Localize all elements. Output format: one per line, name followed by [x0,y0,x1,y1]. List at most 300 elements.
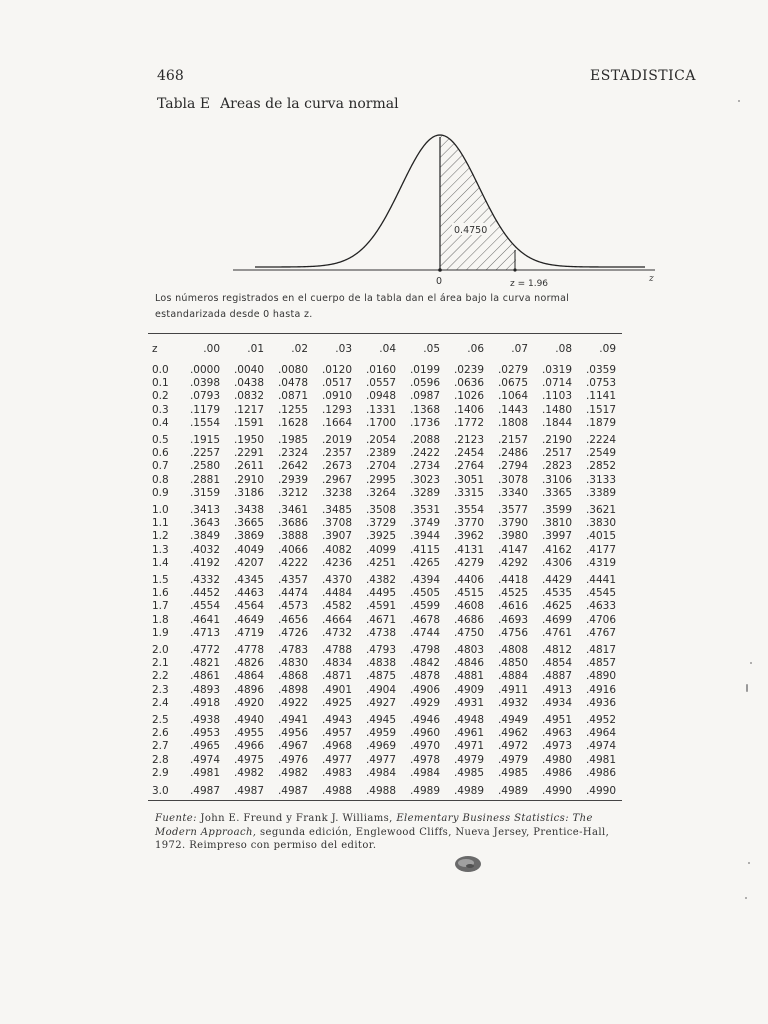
area-value-cell: .1026 [453,390,484,403]
area-value-cell: .1736 [409,416,440,429]
column-header: .00 [203,343,220,355]
area-value-cell: .0478 [277,377,308,390]
area-value-cell: .4941 [277,714,308,727]
z-marker-label: z = 1.96 [510,279,549,289]
z-value-cell: 1.9 [152,626,169,639]
area-value-cell: .4608 [453,600,484,613]
area-value-cell: .3888 [277,530,308,543]
area-value-cell: .4987 [189,785,220,798]
running-head: ESTADISTICA [589,68,696,84]
area-value-cell: .2517 [541,447,572,460]
table-row [148,557,622,570]
area-value-cell: .4989 [409,785,440,798]
area-value-cell: .2454 [453,447,484,460]
area-value-cell: .4222 [277,556,308,569]
z-value-cell: 1.6 [152,587,169,600]
area-value-cell: .4452 [189,587,220,600]
column-header: z [152,343,158,355]
area-value-cell: .4664 [321,613,352,626]
area-value-cell: .4115 [409,543,440,556]
area-value-cell: .1255 [277,403,308,416]
area-value-cell: .4986 [585,766,616,779]
z-value-cell: 0.8 [152,473,169,486]
area-value-cell: .2422 [409,447,440,460]
area-value-cell: .4981 [585,753,616,766]
area-value-cell: .4966 [233,740,264,753]
area-value-cell: .4599 [409,600,440,613]
scan-speck [738,100,740,102]
area-value-cell: .3531 [409,504,440,517]
area-value-cell: .4961 [453,727,484,740]
area-value-cell: .4922 [277,696,308,709]
table-row [148,627,622,640]
area-value-cell: .4896 [233,683,264,696]
area-value-cell: .3159 [189,486,220,499]
area-value-cell: .2611 [233,460,264,473]
column-header: .04 [379,343,396,355]
z-value-cell: 2.7 [152,740,169,753]
area-value-cell: .4207 [233,556,264,569]
area-value-cell: .4686 [453,613,484,626]
area-value-cell: .0319 [541,364,572,376]
area-value-cell: .4693 [497,613,528,626]
area-value-cell: .4857 [585,657,616,670]
area-value-cell: .0279 [497,364,528,376]
table-row [148,684,622,697]
area-value-cell: .4678 [409,613,440,626]
z-value-cell: 1.0 [152,504,169,517]
z-value-cell: 0.0 [152,364,169,376]
area-value-cell: .4463 [233,587,264,600]
column-header: .03 [335,343,352,355]
area-value-cell: .2389 [365,447,396,460]
table-row [148,390,622,403]
area-value-cell: .3830 [585,517,616,530]
area-value-cell: .4772 [189,644,220,657]
area-value-cell: .3790 [497,517,528,530]
page-number: 468 [157,68,184,84]
area-value-cell: .4932 [497,696,528,709]
area-value-cell: .4441 [585,574,616,587]
area-value-cell: .4975 [233,753,264,766]
area-value-cell: .2580 [189,460,220,473]
area-value-cell: .4990 [585,785,616,798]
table-row [148,780,622,800]
area-value-cell: .3621 [585,504,616,517]
area-value-cell: .4554 [189,600,220,613]
origin-tick [438,268,442,272]
area-value-cell: .3078 [497,473,528,486]
z-value-cell: 0.1 [152,377,169,390]
area-value-cell: .3106 [541,473,572,486]
area-value-cell: .2764 [453,460,484,473]
area-value-cell: .1064 [497,390,528,403]
area-value-cell: .4382 [365,574,396,587]
area-value-cell: .3980 [497,530,528,543]
area-value-cell: .4974 [189,753,220,766]
z-value-cell: 1.1 [152,517,169,530]
area-value-cell: .3212 [277,486,308,499]
area-value-cell: .4979 [497,753,528,766]
area-value-cell: .3643 [189,517,220,530]
area-value-cell: .4977 [365,753,396,766]
area-value-cell: .4484 [321,587,352,600]
area-value-cell: .4946 [409,714,440,727]
scan-speck [746,684,748,692]
area-value-cell: .0596 [409,377,440,390]
table-row [148,487,622,500]
area-value-cell: .3508 [365,504,396,517]
area-value-cell: .3461 [277,504,308,517]
ink-stamp-mark [452,853,484,875]
area-value-cell: .4948 [453,714,484,727]
table-row [148,570,622,587]
area-value-cell: .0948 [365,390,396,403]
area-value-cell: .4495 [365,587,396,600]
table-row [148,600,622,613]
area-value-cell: .2852 [585,460,616,473]
area-value-cell: .4959 [365,727,396,740]
area-value-cell: .4515 [453,587,484,600]
table-row [148,430,622,447]
area-value-cell: .1103 [541,390,572,403]
area-value-cell: .2881 [189,473,220,486]
area-value-cell: .4936 [585,696,616,709]
area-value-cell: .2549 [585,447,616,460]
table-row [148,614,622,627]
area-value-cell: .4940 [233,714,264,727]
area-value-cell: .2734 [409,460,440,473]
table-row [148,500,622,517]
table-row [148,474,622,487]
z-tick [513,268,516,271]
area-value-cell: .4842 [409,657,440,670]
area-value-cell: .0753 [585,377,616,390]
z-value-cell: 2.5 [152,714,169,727]
area-value-cell: .4934 [541,696,572,709]
area-value-cell: .0517 [321,377,352,390]
area-value-cell: .3665 [233,517,264,530]
area-value-cell: .4756 [497,626,528,639]
table-row [148,417,622,430]
area-value-cell: .4984 [365,766,396,779]
area-value-cell: .4953 [189,727,220,740]
area-value-cell: .4641 [189,613,220,626]
table-title-text: Areas de la curva normal [220,96,399,112]
z-value-cell: 2.0 [152,644,169,657]
z-value-cell: 0.4 [152,416,169,429]
area-value-cell: .4099 [365,543,396,556]
shaded-area-region [440,135,516,270]
area-value-cell: .3749 [409,517,440,530]
area-value-cell: .2224 [585,434,616,447]
area-value-cell: .4744 [409,626,440,639]
area-value-cell: .4505 [409,587,440,600]
area-value-cell: .4955 [233,727,264,740]
z-value-cell: 2.1 [152,657,169,670]
area-value-cell: .3907 [321,530,352,543]
area-value-cell: .3413 [189,504,220,517]
area-value-cell: .2190 [541,434,572,447]
area-value-cell: .2054 [365,434,396,447]
z-value-cell: 1.7 [152,600,169,613]
area-value-cell: .4971 [453,740,484,753]
area-value-cell: .4887 [541,670,572,683]
area-value-cell: .4306 [541,556,572,569]
area-value-cell: .0080 [277,364,308,376]
area-value-cell: .4778 [233,644,264,657]
area-value-cell: .4962 [497,727,528,740]
area-value-cell: .4573 [277,600,308,613]
table-header-row [148,334,622,364]
area-value-cell: .4985 [453,766,484,779]
area-value-cell: .4898 [277,683,308,696]
area-value-cell: .4147 [497,543,528,556]
table-caption: Los números registrados en el cuerpo de la tabla dan el área bajo la curva normal estandarizada desde 0 hasta z. [155,293,570,320]
column-header: .07 [511,343,528,355]
area-value-cell: .4864 [233,670,264,683]
area-value-cell: .4929 [409,696,440,709]
area-value-cell: .4236 [321,556,352,569]
area-value-cell: .4357 [277,574,308,587]
area-value-cell: .4706 [585,613,616,626]
area-value-cell: .1368 [409,403,440,416]
area-value-cell: .1844 [541,416,572,429]
area-value-cell: .1664 [321,416,352,429]
area-value-cell: .4960 [409,727,440,740]
area-value-cell: .3133 [585,473,616,486]
area-value-cell: .1331 [365,403,396,416]
area-value-cell: .4713 [189,626,220,639]
scan-speck [748,862,750,864]
table-row [148,740,622,753]
area-value-cell: .3238 [321,486,352,499]
area-value-cell: .4798 [409,644,440,657]
area-value-cell: .4952 [585,714,616,727]
area-value-cell: .4884 [497,670,528,683]
area-value-cell: .4788 [321,644,352,657]
table-title-label: Tabla E [157,96,211,112]
area-value-cell: .4732 [321,626,352,639]
z-value-cell: 0.3 [152,403,169,416]
axis-label: z [649,274,654,284]
area-value-cell: .2257 [189,447,220,460]
area-value-cell: .4906 [409,683,440,696]
area-value-cell: .4066 [277,543,308,556]
table-row [148,404,622,417]
area-value-cell: .4981 [189,766,220,779]
area-value-cell: .4726 [277,626,308,639]
area-value-cell: .4989 [453,785,484,798]
area-value-cell: .4990 [541,785,572,798]
area-value-cell: .4983 [321,766,352,779]
area-value-cell: .3438 [233,504,264,517]
table-row [148,587,622,600]
area-value-cell: .4987 [277,785,308,798]
area-value-cell: .4925 [321,696,352,709]
area-value-cell: .4890 [585,670,616,683]
area-value-cell: .3997 [541,530,572,543]
area-value-cell: .4977 [321,753,352,766]
area-value-cell: .3554 [453,504,484,517]
area-value-cell: .0359 [585,364,616,376]
area-value-cell: .3810 [541,517,572,530]
area-value-cell: .0040 [233,364,264,376]
normal-curve-figure [225,105,665,290]
area-value-cell: .4582 [321,600,352,613]
area-value-cell: .4535 [541,587,572,600]
area-value-cell: .1879 [585,416,616,429]
area-value-cell: .0714 [541,377,572,390]
area-value-cell: .1293 [321,403,352,416]
area-value-cell: .4979 [453,753,484,766]
area-value-cell: .1517 [585,403,616,416]
area-value-cell: .4834 [321,657,352,670]
scan-speck [750,662,752,664]
area-value-cell: .4265 [409,556,440,569]
z-value-cell: 1.8 [152,613,169,626]
area-value-cell: .1443 [497,403,528,416]
area-value-cell: .4345 [233,574,264,587]
area-value-cell: .4968 [321,740,352,753]
area-value-cell: .0793 [189,390,220,403]
area-value-cell: .3944 [409,530,440,543]
area-value-cell: .4988 [321,785,352,798]
area-value-cell: .4803 [453,644,484,657]
area-value-cell: .0160 [365,364,396,376]
area-value-cell: .0398 [189,377,220,390]
area-value-cell: .3023 [409,473,440,486]
area-value-cell: .4980 [541,753,572,766]
area-value-cell: .2673 [321,460,352,473]
area-value-cell: .3315 [453,486,484,499]
area-value-cell: .4738 [365,626,396,639]
area-value-cell: .4951 [541,714,572,727]
area-value-cell: .4881 [453,670,484,683]
area-value-cell: .4370 [321,574,352,587]
area-value-cell: .4967 [277,740,308,753]
area-value-cell: .1591 [233,416,264,429]
z-value-cell: 0.5 [152,434,169,447]
area-value-cell: .4821 [189,657,220,670]
area-value-cell: .4838 [365,657,396,670]
area-value-cell: .4826 [233,657,264,670]
area-value-cell: .4015 [585,530,616,543]
area-value-cell: .4945 [365,714,396,727]
area-value-cell: .4162 [541,543,572,556]
area-value-cell: .1179 [189,403,220,416]
area-value-cell: .2324 [277,447,308,460]
area-value-cell: .4878 [409,670,440,683]
area-value-cell: .2967 [321,473,352,486]
z-value-cell: 0.2 [152,390,169,403]
table-row [148,460,622,473]
table-row [148,364,622,377]
area-value-cell: .4429 [541,574,572,587]
area-value-cell: .4871 [321,670,352,683]
area-value-cell: .4830 [277,657,308,670]
area-value-cell: .4969 [365,740,396,753]
area-value-cell: .2910 [233,473,264,486]
area-value-cell: .2357 [321,447,352,460]
area-value-cell: .0000 [189,364,220,376]
table-row [148,544,622,557]
area-value-cell: .3686 [277,517,308,530]
area-value-cell: .4943 [321,714,352,727]
area-value-cell: .4761 [541,626,572,639]
table-row [148,670,622,683]
area-value-cell: .4850 [497,657,528,670]
area-value-cell: .4649 [233,613,264,626]
area-value-cell: .3389 [585,486,616,499]
area-value-cell: .2019 [321,434,352,447]
area-value-cell: .4564 [233,600,264,613]
area-value-cell: .3051 [453,473,484,486]
area-value-cell: .2123 [453,434,484,447]
area-value-cell: .4927 [365,696,396,709]
area-value-cell: .2486 [497,447,528,460]
table-row [148,517,622,530]
table-row [148,710,622,727]
area-value-cell: .4406 [453,574,484,587]
area-value-cell: .4032 [189,543,220,556]
area-value-cell: .3925 [365,530,396,543]
area-value-cell: .4956 [277,727,308,740]
table-row [148,530,622,543]
area-value-cell: .4964 [585,727,616,740]
area-value-cell: .1406 [453,403,484,416]
area-value-cell: .0120 [321,364,352,376]
area-value-cell: .4985 [497,766,528,779]
table-row [148,767,622,780]
area-value-cell: .4893 [189,683,220,696]
column-header: .02 [291,343,308,355]
area-value-cell: .3577 [497,504,528,517]
area-value-cell: .0987 [409,390,440,403]
table-bottom-rule [148,800,622,801]
table-row [148,697,622,710]
area-value-cell: .4949 [497,714,528,727]
z-value-cell: 0.6 [152,447,169,460]
area-value-cell: .4616 [497,600,528,613]
area-value-cell: .1985 [277,434,308,447]
area-value-cell: .1915 [189,434,220,447]
area-value-cell: .4861 [189,670,220,683]
area-value-cell: .1808 [497,416,528,429]
area-value-cell: .4319 [585,556,616,569]
z-value-cell: 2.6 [152,727,169,740]
table-row [148,447,622,460]
area-value-cell: .4279 [453,556,484,569]
area-value-cell: .3708 [321,517,352,530]
area-value-cell: .4767 [585,626,616,639]
z-value-cell: 1.4 [152,556,169,569]
footnote-book: Elementary Business Statistics: The Modern Approach, [155,813,593,838]
area-value-cell: .3962 [453,530,484,543]
area-value-cell: .4916 [585,683,616,696]
table-row [148,657,622,670]
area-value-cell: .4970 [409,740,440,753]
footnote-authors: John E. Freund y Frank J. Williams, [200,813,393,824]
area-value-cell: .4525 [497,587,528,600]
area-value-cell: .2704 [365,460,396,473]
scan-speck [745,897,747,899]
area-value-cell: .4982 [277,766,308,779]
area-value-cell: .3849 [189,530,220,543]
area-value-cell: .4938 [189,714,220,727]
area-value-cell: .4931 [453,696,484,709]
area-value-cell: .4793 [365,644,396,657]
